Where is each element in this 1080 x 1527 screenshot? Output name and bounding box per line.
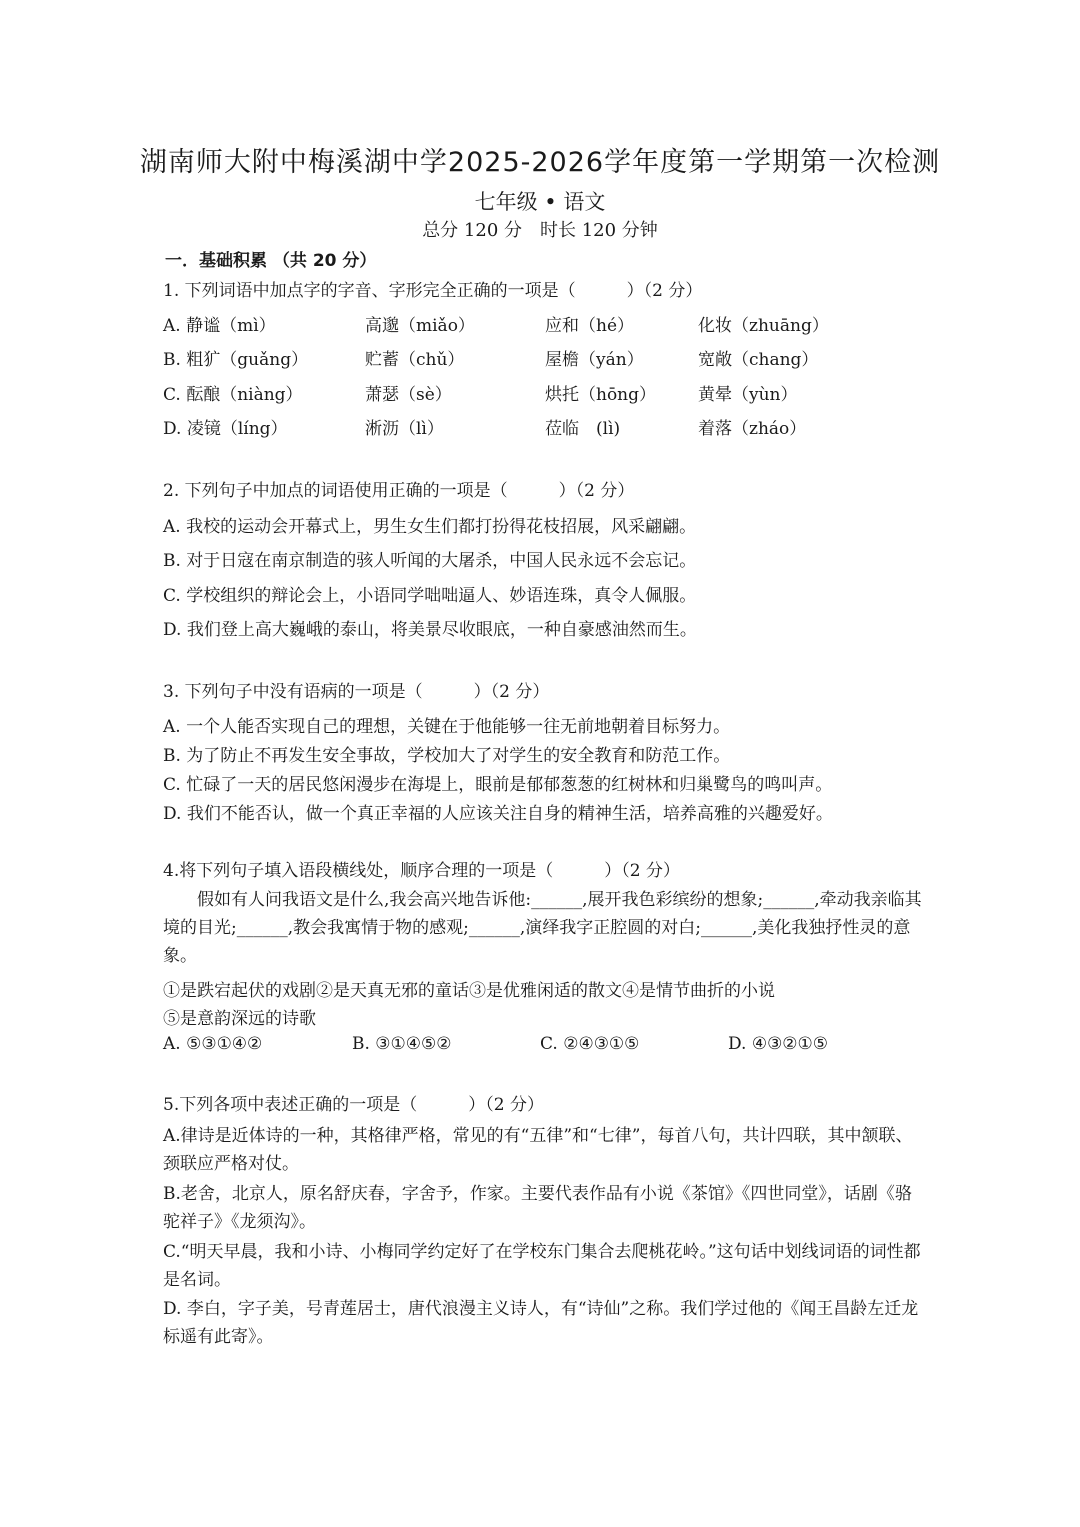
q4-option: B. ③①④⑤② — [352, 1034, 452, 1054]
q2-stem: 2. 下列句子中加点的词语使用正确的一项是（ ）（2 分） — [163, 481, 635, 501]
q3-stem: 3. 下列句子中没有语病的一项是（ ）（2 分） — [163, 682, 550, 702]
q1-option-cell: 烘托（hōng） — [545, 385, 657, 405]
q2-option: B. 对于日寇在南京制造的骇人听闻的大屠杀，中国人民永远不会忘记。 — [163, 551, 697, 571]
q4-option: C. ②④③①⑤ — [540, 1034, 640, 1054]
q1-option-cell: 高邈（miǎo） — [365, 316, 475, 336]
q1-option-cell: 宽敞（chang） — [698, 350, 819, 370]
q5-option: A.律诗是近体诗的一种，其格律严格，常见的有“五律”和“七律”，每首八句，共计四联，其中颔联、颈联应严格对仗。 — [163, 1126, 913, 1174]
q1-option-cell: 萧瑟（sè） — [365, 385, 452, 405]
q1-option-cell: A. 静谧（mì） — [163, 316, 276, 336]
section-heading: 一．基础积累 （共 20 分） — [165, 251, 377, 271]
q2-option: C. 学校组织的辩论会上，小语同学咄咄逼人、妙语连珠，真令人佩服。 — [163, 586, 697, 606]
q4-passage: 假如有人问我语文是什么,我会高兴地告诉他:______,展开我色彩缤纷的想象;______,牵动我亲临其境的目光;______,教会我寓情于物的感观;______,演绎我字正腔圆的对白;______,美化我独抒性灵的意象。 — [163, 890, 922, 966]
q4-items-line: ①是跌宕起伏的戏剧②是天真无邪的童话③是优雅闲适的散文④是情节曲折的小说 — [163, 981, 775, 1001]
q4-option: D. ④③②①⑤ — [728, 1034, 829, 1054]
q3-option: D. 我们不能否认，做一个真正幸福的人应该关注自身的精神生活，培养高雅的兴趣爱好。 — [163, 804, 833, 824]
exam-subtitle: 七年级 • 语文 — [474, 190, 606, 214]
q3-option: A. 一个人能否实现自己的理想，关键在于他能够一往无前地朝着目标努力。 — [163, 717, 731, 737]
q4-stem: 4.将下列句子填入语段横线处，顺序合理的一项是（ ）（2 分） — [163, 861, 680, 881]
q1-option-cell: 着落（zháo） — [698, 419, 807, 439]
q5-option: D. 李白，字子美，号青莲居士，唐代浪漫主义诗人，有“诗仙”之称。我们学过他的《闻王昌龄左迁龙标遥有此寄》。 — [163, 1299, 919, 1347]
q1-option-cell: 屋檐（yán） — [545, 350, 644, 370]
score-time-line: 总分 120 分 时长 120 分钟 — [422, 220, 658, 241]
q5-option: C.“明天早晨，我和小诗、小梅同学约定好了在学校东门集合去爬桃花岭。”这句话中划线词语的词性都是名词。 — [163, 1242, 921, 1290]
q1-option-cell: 化妆（zhuāng） — [698, 316, 829, 336]
q3-option: C. 忙碌了一天的居民悠闲漫步在海堤上，眼前是郁郁葱葱的红树林和归巢鹭鸟的鸣叫声。 — [163, 775, 833, 795]
q1-stem: 1. 下列词语中加点字的字音、字形完全正确的一项是（ ）（2 分） — [163, 281, 703, 301]
q1-option-cell: 黄晕（yùn） — [698, 385, 798, 405]
q1-option-cell: 淅沥（lì） — [365, 419, 444, 439]
q4-items-line: ⑤是意韵深远的诗歌 — [163, 1009, 316, 1029]
q1-option-cell: 莅临 (lì) — [545, 419, 621, 439]
exam-title: 湖南师大附中梅溪湖中学2025-2026学年度第一学期第一次检测 — [139, 147, 941, 178]
q5-option: B.老舍，北京人，原名舒庆春，字舍予，作家。主要代表作品有小说《茶馆》《四世同堂》，话剧《骆驼祥子》《龙须沟》。 — [163, 1184, 912, 1232]
q1-option-cell: B. 粗犷（guǎng） — [163, 350, 309, 370]
q1-option-cell: D. 凌镜（líng） — [163, 419, 288, 439]
q1-option-cell: 贮蓄（chǔ） — [365, 350, 465, 370]
q1-option-cell: 应和（hé） — [545, 316, 635, 336]
q1-option-cell: C. 酝酿（niàng） — [163, 385, 303, 405]
q2-option: D. 我们登上高大巍峨的泰山，将美景尽收眼底，一种自豪感油然而生。 — [163, 620, 697, 640]
q4-option: A. ⑤③①④② — [163, 1034, 263, 1054]
q3-option: B. 为了防止不再发生安全事故，学校加大了对学生的安全教育和防范工作。 — [163, 746, 731, 766]
q5-stem: 5.下列各项中表述正确的一项是（ ）（2 分） — [163, 1095, 544, 1115]
q2-option: A. 我校的运动会开幕式上，男生女生们都打扮得花枝招展，风采翩翩。 — [163, 517, 697, 537]
